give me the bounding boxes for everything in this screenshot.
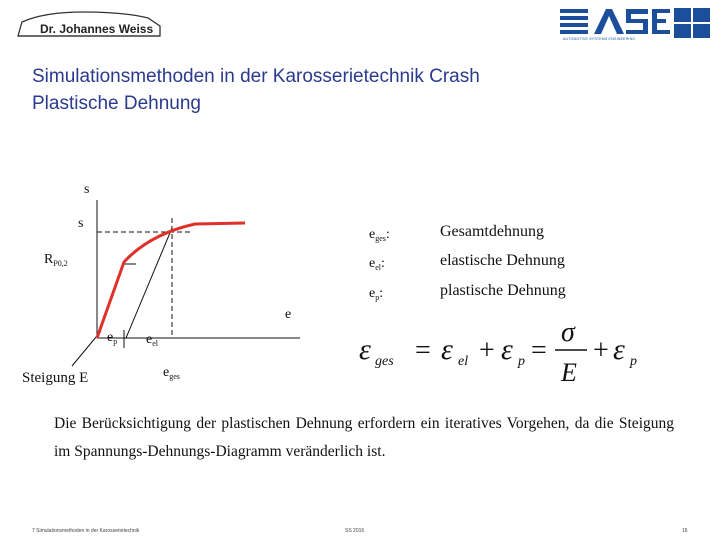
formula-eps-p2: ε <box>613 333 625 366</box>
footer-page-number: 16 <box>682 528 688 534</box>
legend-colon: : <box>385 227 390 242</box>
legend-sym-sub: el <box>375 263 381 272</box>
ep-sub: p <box>113 337 118 346</box>
formula-E: E <box>561 358 577 387</box>
legend-sym-main: e <box>369 227 376 242</box>
footer-semester: SS 2016 <box>345 528 365 534</box>
legend-desc-p: plastische Dehnung <box>440 282 566 299</box>
legend-colon: : <box>379 286 384 301</box>
legend-desc-ges: Gesamtdehnung <box>440 223 544 240</box>
formula-sub-ges: ges <box>375 354 394 369</box>
legend-sym-sub: p <box>375 293 380 302</box>
eges-sub: ges <box>169 372 180 381</box>
footer-course: 7 Simulationsmethoden in der Karosserietechnik <box>32 528 140 534</box>
slide-subtitle: Plastische Dehnung <box>32 93 201 114</box>
slide-title: Simulationsmethoden in der Karosserietechnik Crash <box>32 66 480 87</box>
legend-sym-main: e <box>369 286 376 301</box>
total-strain-label <box>163 365 180 381</box>
yield-strength-label <box>44 252 68 268</box>
stress-level-label: s <box>78 216 84 231</box>
formula-sub-p: p <box>518 354 525 369</box>
eel-sub: el <box>152 339 158 348</box>
yield-label-main: R <box>44 252 54 267</box>
formula-equals-2: = <box>531 335 547 366</box>
formula-sub-p2: p <box>630 354 637 369</box>
plastic-strain-label <box>107 330 117 346</box>
formula-plus-2: + <box>593 335 609 366</box>
legend-symbol-el <box>369 254 385 272</box>
eel-main: e <box>146 332 153 347</box>
legend-symbol-p <box>369 284 383 302</box>
legend-desc-el: elastische Dehnung <box>440 252 565 269</box>
formula-plus-1: + <box>479 335 495 366</box>
unloading-line <box>126 228 172 338</box>
formula-sub-el: el <box>458 354 469 369</box>
elastic-strain-label <box>146 332 158 348</box>
formula-equals-1: = <box>415 335 431 366</box>
stress-strain-curve <box>97 223 245 338</box>
author-name: Dr. Johannes Weiss <box>40 22 154 36</box>
legend-symbol-ges <box>369 225 390 243</box>
formula-eps-p: ε <box>501 333 513 366</box>
formula-eps-el: ε <box>441 333 453 366</box>
formula-sigma: σ <box>561 317 575 348</box>
brand-tagline: AUTOMOTIVE SYSTEMS ENGINEERING <box>563 37 636 41</box>
strain-formula <box>355 315 645 387</box>
formula-eps-ges: ε <box>359 333 371 366</box>
explanation-text: Die Berücksichtigung der plastischen Dehnung erfordern ein iteratives Vorgehen, da die Steigung im Spannungs-Dehnungs-Diagramm veränderlich ist. <box>54 415 674 460</box>
axis-y-label: s <box>84 182 90 197</box>
axis-x-label: e <box>285 307 292 322</box>
slope-label: Steigung E <box>22 370 89 386</box>
yield-label-sub: P0,2 <box>53 259 68 268</box>
legend-colon: : <box>381 256 385 271</box>
legend-sym-sub: ges <box>375 234 386 243</box>
legend-sym-main: e <box>369 256 376 271</box>
ep-main: e <box>107 330 114 345</box>
eges-main: e <box>163 365 170 380</box>
